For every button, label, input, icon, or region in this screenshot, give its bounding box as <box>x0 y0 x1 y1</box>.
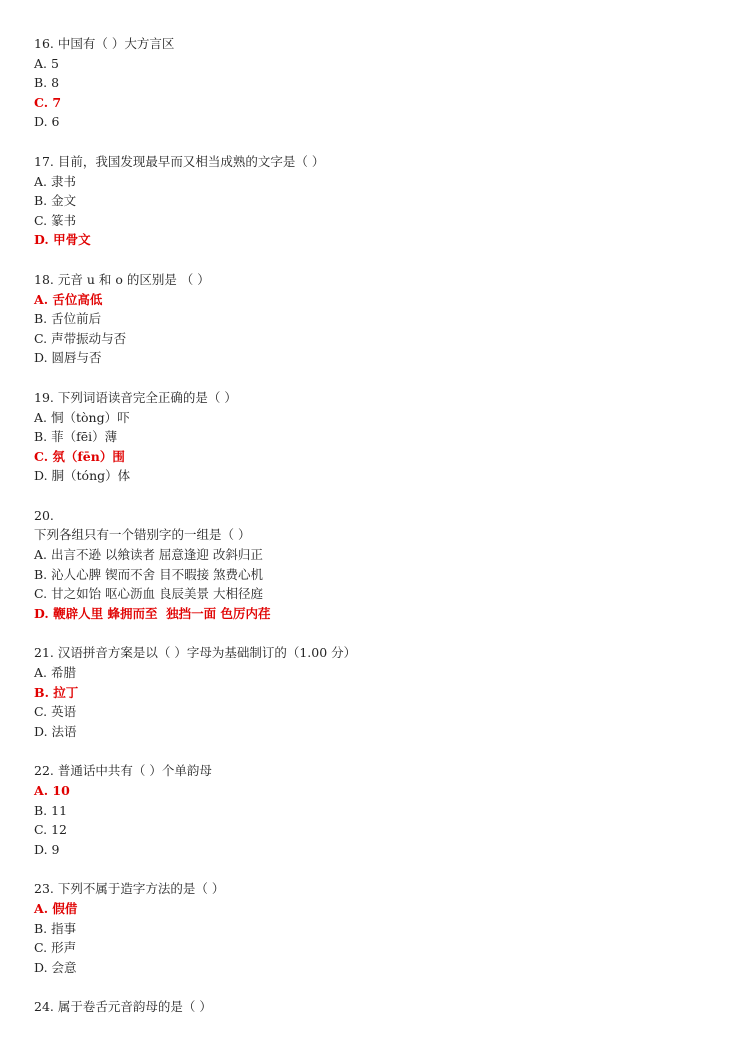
question-block <box>34 643 714 741</box>
answer-option: D. 圆唇与否 <box>34 350 102 366</box>
answer-option: B. 8 <box>34 75 60 91</box>
question-stem: 21. 汉语拼音方案是以（ ）字母为基础制订的（1.00 分） <box>34 645 357 661</box>
answer-option: C. 英语 <box>34 704 77 720</box>
answer-option: D. 会意 <box>34 959 77 975</box>
question-stem: 16. 中国有（ ）大方言区 <box>34 36 175 51</box>
question-stem: 19. 下列词语读音完全正确的是（ ） <box>34 389 237 405</box>
answer-option: A. 5 <box>34 55 59 71</box>
correct-answer-option: D. 鞭辟人里 蜂拥而至 独挡一面 色厉内荏 <box>34 605 271 621</box>
answer-option: B. 金文 <box>34 193 77 209</box>
question-block <box>34 761 714 859</box>
question-stem: 20. <box>34 507 54 523</box>
question-block <box>34 879 714 977</box>
answer-option: C. 甘之如饴 呕心沥血 良辰美景 大相径庭 <box>34 586 263 602</box>
question-block <box>34 152 714 250</box>
correct-answer-option: C. 氛（fēn）围 <box>34 448 125 464</box>
exam-document <box>34 34 714 1037</box>
answer-option: C. 形声 <box>34 940 77 956</box>
answer-option: D. 胴（tóng）体 <box>34 468 131 484</box>
answer-option: A. 恫（tòng）吓 <box>34 409 130 425</box>
answer-option: B. 舌位前后 <box>34 311 102 327</box>
question-block <box>34 388 714 486</box>
answer-option: A. 希腊 <box>34 665 76 681</box>
question-stem: 18. 元音 u 和 o 的区别是 （ ） <box>34 271 210 287</box>
correct-answer-option: A. 10 <box>34 783 70 798</box>
correct-answer-option: A. 假借 <box>34 900 78 916</box>
answer-option: D. 9 <box>34 841 60 857</box>
answer-option: C. 篆书 <box>34 212 77 228</box>
question-block <box>34 34 714 132</box>
answer-option: A. 出言不逊 以飨读者 屈意逢迎 改斜归正 <box>34 547 263 563</box>
correct-answer-option: C. 7 <box>34 94 62 110</box>
question-stem: 下列各组只有一个错别字的一组是（ ） <box>34 527 251 543</box>
answer-option: B. 指事 <box>34 920 77 936</box>
question-stem: 23. 下列不属于造字方法的是（ ） <box>34 881 225 897</box>
correct-answer-option: D. 甲骨文 <box>34 232 91 248</box>
answer-option: B. 11 <box>34 802 68 818</box>
answer-option: A. 隶书 <box>34 173 76 189</box>
answer-option: B. 沁人心脾 锲而不舍 目不暇接 煞费心机 <box>34 566 264 582</box>
answer-option: C. 声带振动与否 <box>34 330 127 346</box>
answer-option: D. 法语 <box>34 723 77 739</box>
answer-option: D. 6 <box>34 114 60 130</box>
question-stem: 22. 普通话中共有（ ）个单韵母 <box>34 763 212 779</box>
answer-option: C. 12 <box>34 822 67 838</box>
correct-answer-option: B. 拉丁 <box>34 684 79 700</box>
question-stem: 17. 目前，我国发现最早而又相当成熟的文字是（ ） <box>34 153 325 169</box>
question-stem: 24. 属于卷舌元音韵母的是（ ） <box>34 999 212 1015</box>
question-block <box>34 506 714 624</box>
question-block <box>34 997 714 1017</box>
correct-answer-option: A. 舌位高低 <box>34 291 103 307</box>
answer-option: B. 菲（fēi）薄 <box>34 429 118 445</box>
question-block <box>34 270 714 368</box>
